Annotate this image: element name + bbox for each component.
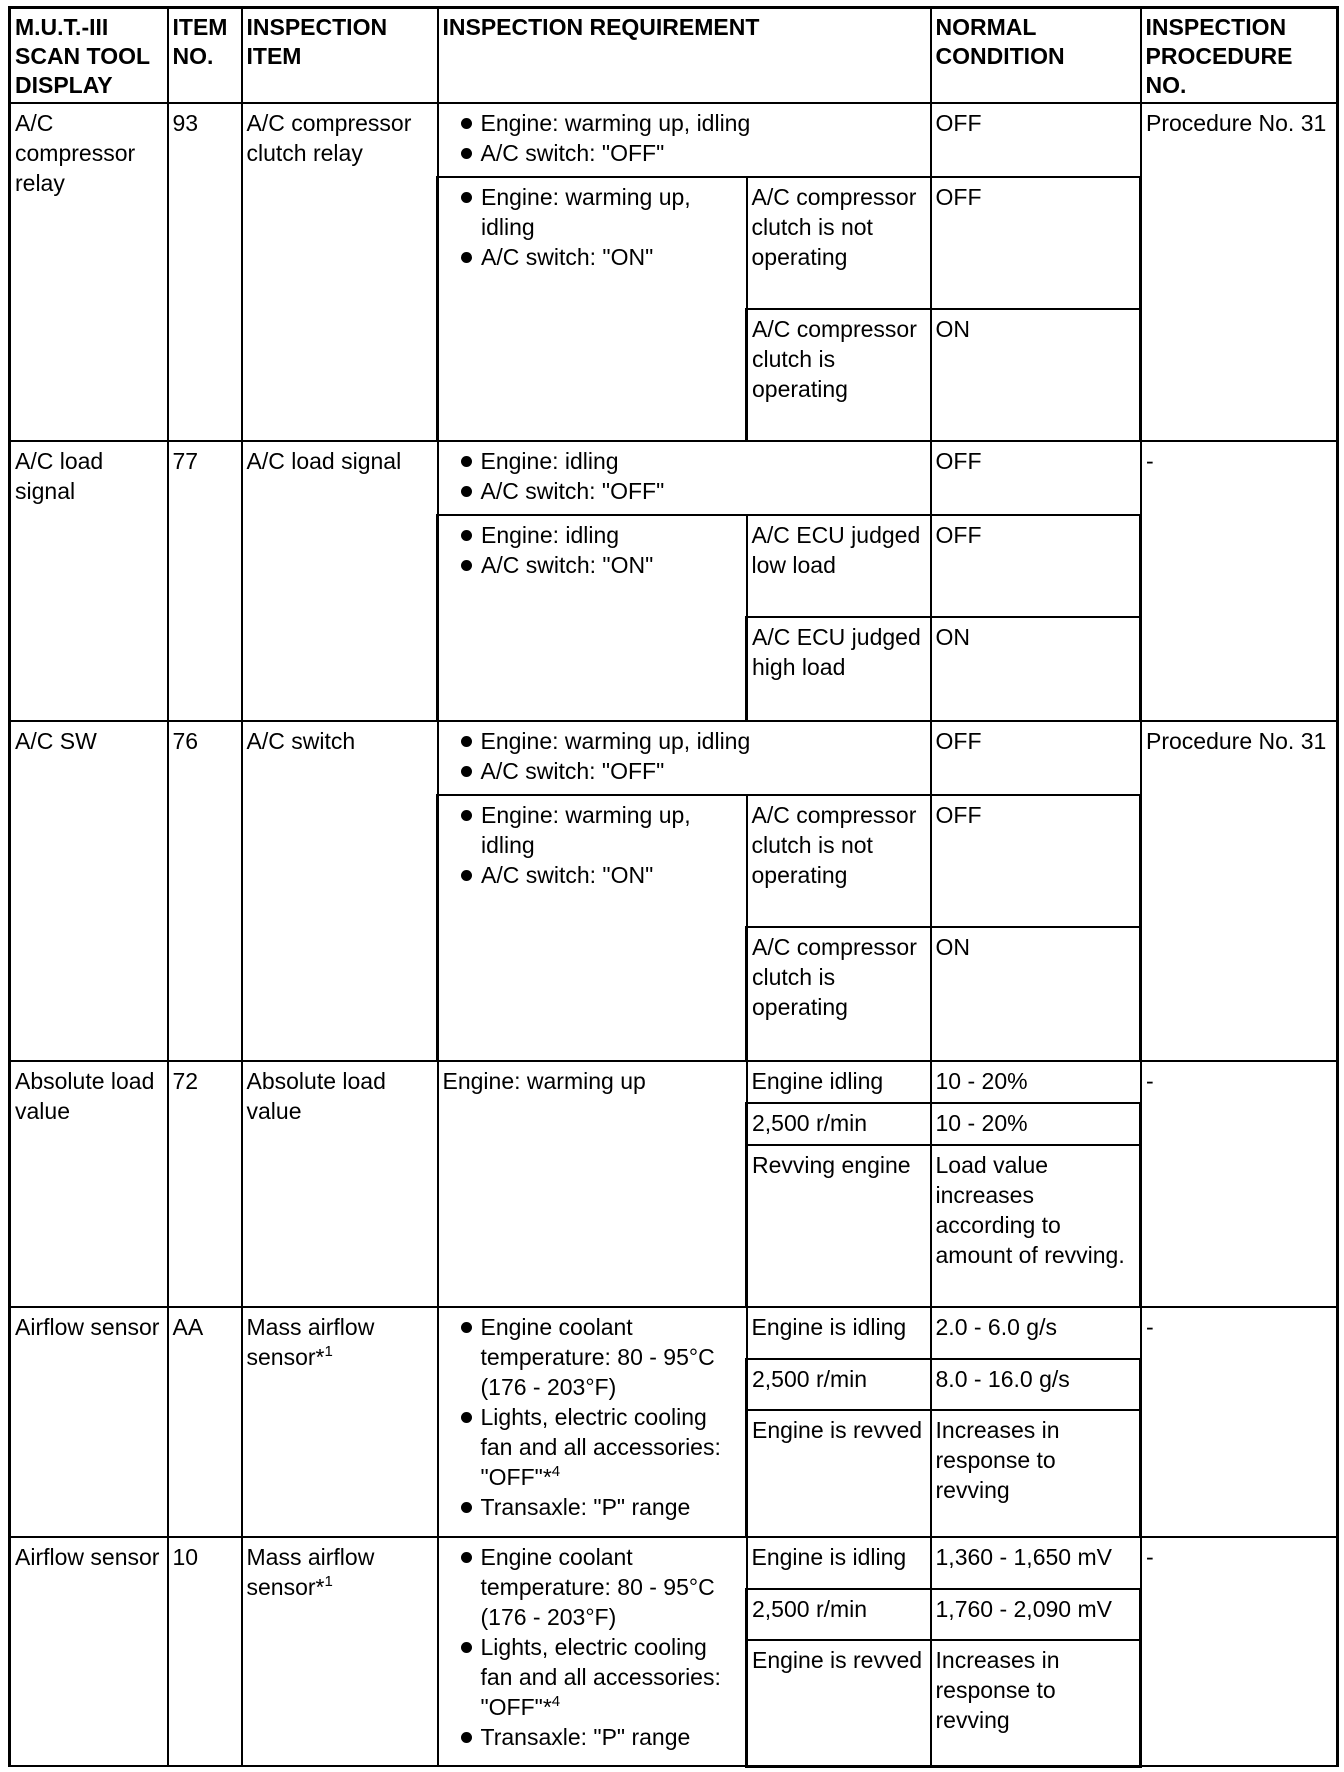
requirement-list [443,800,741,890]
normal-cell: 10 - 20% [931,1103,1141,1145]
list-item [443,1402,742,1492]
list-item: Engine: warming up, idling [443,800,741,860]
item-no-cell: 72 [168,1061,242,1307]
item-cell: A/C load signal [242,441,438,721]
condition-cell: A/C compressor clutch is not operating [747,795,931,927]
list-item: Engine: warming up, idling [443,108,926,138]
requirement-cell [438,441,931,515]
normal-cell: Increases in response to revving [931,1640,1141,1766]
list-item: Engine: idling [443,446,926,476]
table-row [10,721,1338,795]
header-item: INSPECTION ITEM [242,8,438,104]
condition-cell: Engine is idling [747,1307,931,1359]
list-item: A/C switch: "ON" [443,860,741,890]
list-item: A/C switch: "ON" [443,550,741,580]
procedure-cell: - [1141,441,1338,721]
condition-cell: 2,500 r/min [747,1589,931,1640]
procedure-cell: - [1141,1537,1338,1766]
header-requirement: INSPECTION REQUIREMENT [438,8,931,104]
requirement-list [443,108,926,168]
condition-cell: Engine is revved [747,1410,931,1537]
list-item: Transaxle: "P" range [443,1492,742,1522]
list-item: Transaxle: "P" range [443,1722,742,1752]
item-cell: A/C switch [242,721,438,1061]
requirement-cell [438,721,931,795]
table-row [10,1307,1338,1359]
procedure-cell: Procedure No. 31 [1141,103,1338,441]
requirement-cell [438,103,931,177]
item-no-cell: 10 [168,1537,242,1766]
requirement-list [443,726,926,786]
normal-cell: Load value increases according to amount of revving. [931,1145,1141,1307]
condition-cell: Engine is idling [747,1537,931,1589]
requirement-list [443,1312,742,1522]
normal-cell: 1,760 - 2,090 mV [931,1589,1141,1640]
item-no-cell: AA [168,1307,242,1537]
normal-cell: OFF [931,177,1141,309]
requirement-cell: Engine: warming up [438,1061,747,1307]
header-normal: NORMAL CONDITION [931,8,1141,104]
header-item-no: ITEM NO. [168,8,242,104]
normal-cell: OFF [931,515,1141,617]
list-item: A/C switch: "ON" [443,242,741,272]
normal-cell: 8.0 - 16.0 g/s [931,1359,1141,1410]
footnote-mark: 1 [324,1343,333,1360]
list-item-text: Lights, electric cooling fan and all accessories: "OFF"* [480,1404,721,1490]
display-cell: Airflow sensor [10,1307,168,1537]
normal-cell: 10 - 20% [931,1061,1141,1103]
header-display: M.U.T.-III SCAN TOOL DISPLAY [10,8,168,104]
list-item: A/C switch: "OFF" [443,476,926,506]
header-procedure: INSPECTION PROCEDURE NO. [1141,8,1338,104]
normal-cell: 1,360 - 1,650 mV [931,1537,1141,1589]
footnote-mark: 4 [551,1463,561,1480]
footnote-mark: 1 [324,1573,333,1590]
condition-cell: 2,500 r/min [747,1359,931,1410]
list-item: Engine coolant temperature: 80 - 95°C (176 - 203°F) [443,1312,742,1402]
item-no-cell: 77 [168,441,242,721]
condition-cell: A/C compressor clutch is operating [747,927,931,1061]
procedure-cell: Procedure No. 31 [1141,721,1338,1061]
requirement-cell [438,1307,747,1537]
display-cell: Absolute load value [10,1061,168,1307]
normal-cell: ON [931,309,1141,441]
normal-cell: ON [931,617,1141,721]
list-item: A/C switch: "OFF" [443,756,926,786]
table-row [10,1537,1338,1589]
requirement-list [443,520,741,580]
condition-cell: 2,500 r/min [747,1103,931,1145]
list-item: Engine: warming up, idling [443,726,926,756]
requirement-cell [438,795,747,1061]
requirement-cell [438,515,747,721]
table-row [10,103,1338,177]
header-row [10,8,1338,104]
requirement-cell [438,1537,747,1766]
normal-cell: Increases in response to revving [931,1410,1141,1537]
item-cell: Absolute load value [242,1061,438,1307]
table-row [10,441,1338,515]
condition-cell: A/C compressor clutch is operating [747,309,931,441]
normal-cell: OFF [931,721,1141,795]
condition-cell: A/C ECU judged low load [747,515,931,617]
list-item: A/C switch: "OFF" [443,138,926,168]
list-item [443,1632,742,1722]
item-no-cell: 76 [168,721,242,1061]
requirement-list [443,446,926,506]
procedure-cell: - [1141,1061,1338,1307]
item-cell [242,1307,438,1537]
footnote-mark: 4 [551,1693,561,1710]
condition-cell: Engine idling [747,1061,931,1103]
display-cell: A/C compressor relay [10,103,168,441]
condition-cell: Engine is revved [747,1640,931,1766]
normal-cell: OFF [931,441,1141,515]
list-item: Engine coolant temperature: 80 - 95°C (176 - 203°F) [443,1542,742,1632]
list-item-text: Lights, electric cooling fan and all accessories: "OFF"* [480,1634,721,1720]
normal-cell: OFF [931,795,1141,927]
condition-cell: A/C ECU judged high load [747,617,931,721]
requirement-list [443,1542,742,1752]
condition-cell: A/C compressor clutch is not operating [747,177,931,309]
item-label: Mass airflow sensor* [246,1314,375,1370]
requirement-cell [438,177,747,441]
inspection-table [8,6,1339,1768]
item-cell: A/C compressor clutch relay [242,103,438,441]
requirement-list [443,182,741,272]
table-row [10,1061,1338,1103]
normal-cell: OFF [931,103,1141,177]
condition-cell: Revving engine [747,1145,931,1307]
display-cell: Airflow sensor [10,1537,168,1766]
list-item: Engine: idling [443,520,741,550]
normal-cell: ON [931,927,1141,1061]
item-label: Mass airflow sensor* [246,1544,375,1600]
item-cell [242,1537,438,1766]
item-no-cell: 93 [168,103,242,441]
normal-cell: 2.0 - 6.0 g/s [931,1307,1141,1359]
display-cell: A/C load signal [10,441,168,721]
list-item: Engine: warming up, idling [443,182,741,242]
display-cell: A/C SW [10,721,168,1061]
procedure-cell: - [1141,1307,1338,1537]
